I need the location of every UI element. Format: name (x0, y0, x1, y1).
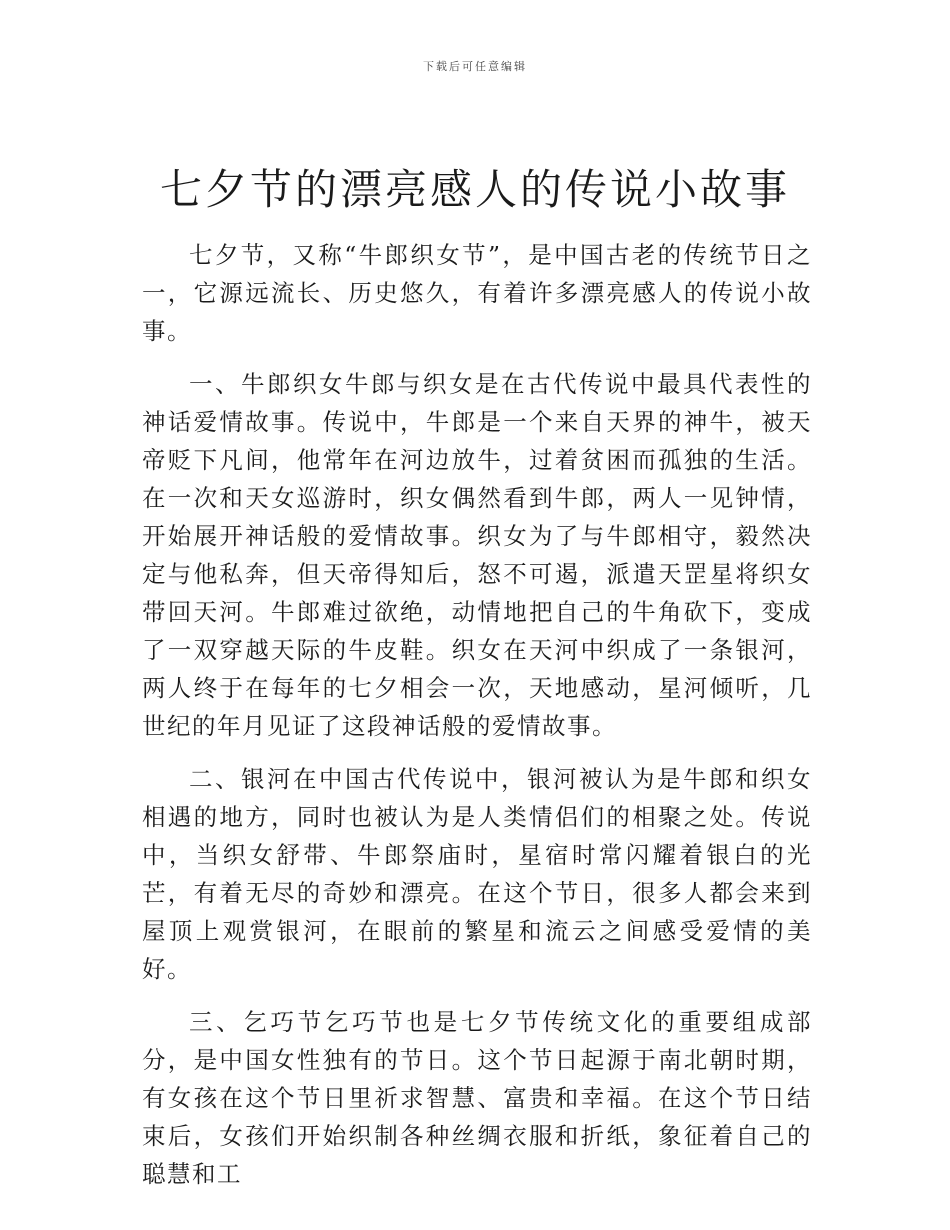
paragraph-cowherd-weaver: 一、牛郎织女牛郎与织女是在古代传说中最具代表性的神话爱情故事。传说中，牛郎是一个来自天界的神牛，被天帝贬下凡间，他常年在河边放牛，过着贫困而孤独的生活。在一次和天女巡游时，织女偶然看到牛郎，两人一见钟情，开始展开神话般的爱情故事。织女为了与牛郎相守，毅然决定与他私奔，但天帝得知后，怒不可遏，派遣天罡星将织女带回天河。牛郎难过欲绝，动情地把自己的牛角砍下，变成了一双穿越天际的牛皮鞋。织女在天河中织成了一条银河，两人终于在每年的七夕相会一次，天地感动，星河倾听，几世纪的年月见证了这段神话般的爱情故事。 (142, 370, 812, 740)
header-note: 下载后可任意编辑 (423, 60, 527, 73)
paragraph-intro: 七夕节，又称“牛郎织女节”，是中国古老的传统节日之一，它源远流长、历史悠久，有着许多漂亮感人的传说小故事。 (142, 241, 812, 345)
paragraph-milky-way: 二、银河在中国古代传说中，银河被认为是牛郎和织女相遇的地方，同时也被认为是人类情侣们的相聚之处。传说中，当织女舒带、牛郎祭庙时，星宿时常闪耀着银白的光芒，有着无尽的奇妙和漂亮。在这个节日，很多人都会来到屋顶上观赏银河，在眼前的繁星和流云之间感受爱情的美好。 (142, 765, 812, 983)
paragraph-qiqiao-festival: 三、乞巧节乞巧节也是七夕节传统文化的重要组成部分，是中国女性独有的节日。这个节日起源于南北朝时期，有女孩在这个节日里祈求智慧、富贵和幸福。在这个节日结束后，女孩们开始织制各种丝绸衣服和折纸，象征着自己的聪慧和工 (142, 1008, 812, 1188)
document-body (142, 236, 812, 1208)
document-title: 七夕节的漂亮感人的传说小故事 (159, 165, 790, 214)
